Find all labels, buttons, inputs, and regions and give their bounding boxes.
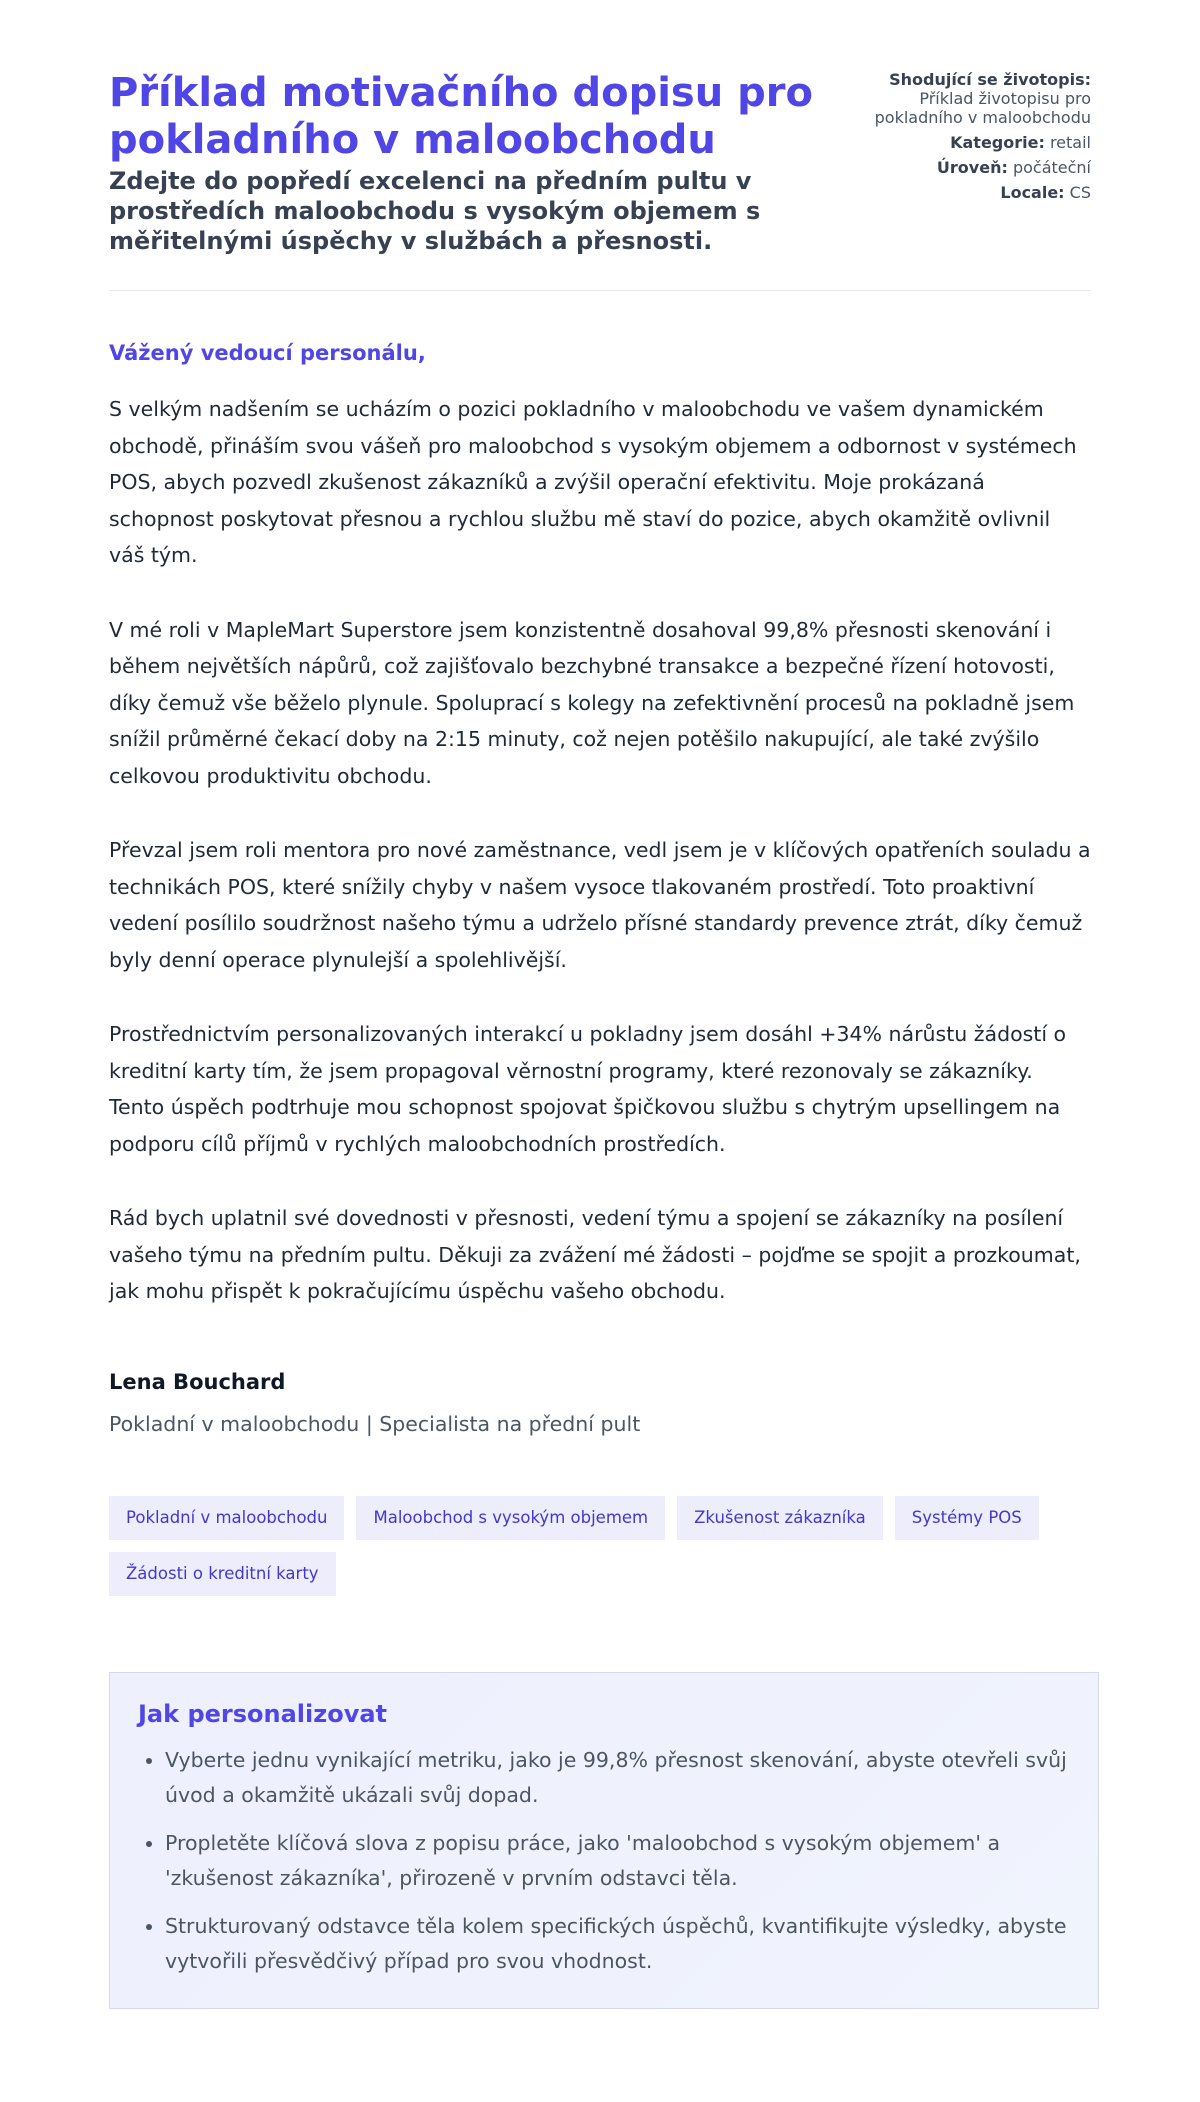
tip-item: • Vyberte jednu vynikající metriku, jako je 99,8% přesnost skenování, abyste otevřeli svůj úvod a okamžitě ukázali svůj dopad. [165,1743,1070,1814]
meta-level-value: počáteční [1012,158,1091,177]
meta-resume-label: Shodující se životopis: [889,70,1091,89]
meta-category-label: Kategorie: [950,133,1045,152]
letter-paragraph: Převzal jsem roli mentora pro nové zaměstnance, vedl jsem je v klíčových opatřeních souladu a technikách POS, které snížily chyby v našem vysoce tlakovaném prostředí. Toto proaktivní vedení posílilo soudržnost našeho týmu a udrželo přísné standardy prevence ztrát, díky čemuž byly denní operace plynulejší a spolehlivější. [109,838,1091,972]
meta-category [861,133,1091,152]
letter-body [109,391,1091,1310]
tips-title: Jak personalizovat [138,1699,388,1728]
tip-item: • Propletěte klíčová slova z popisu práce, jako 'maloobchod s vysokým objemem' a 'zkušenost zákazníka', přirozeně v prvním odstavci těla. [165,1826,1070,1897]
meta-locale [861,183,1091,202]
page-subtitle: Zdejte do popředí excelenci na předním pultu v prostředích maloobchodu s vysokým objemem s měřitelnými úspěchy v službách a přesnosti. [109,167,761,255]
page-title: Příklad motivačního dopisu pro pokladního v maloobchodu [109,70,813,163]
header-title-block [109,70,829,256]
tag-chip[interactable]: Zkušenost zákazníka [677,1496,883,1540]
tag-chip[interactable]: Žádosti o kreditní karty [109,1552,336,1596]
letter-paragraph: Rád bych uplatnil své dovednosti v přesnosti, vedení týmu a spojení se zákazníky na posílení vašeho týmu na předním pultu. Děkuji za zvážení mé žádosti – pojďme se spojit a prozkoumat, jak mohu přispět k pokračujícímu úspěchu vašeho obchodu. [109,1206,1081,1303]
meta-category-value: retail [1049,133,1091,152]
tips-list [138,1743,1070,1980]
letter-paragraph: S velkým nadšením se ucházím o pozici pokladního v maloobchodu ve vašem dynamickém obchodě, přináším svou vášeň pro maloobchod s vysokým objemem a odbornost v systémech POS, abych pozvedl zkušenost zákazníků a zvýšil operační efektivitu. Moje prokázaná schopnost poskytovat přesnou a rychlou službu mě staví do pozice, abych okamžitě ovlivnil váš tým. [109,397,1077,567]
keyword-tags [109,1496,1099,1608]
tip-item: • Strukturovaný odstavce těla kolem specifických úspěchů, kvantifikujte výsledky, abyste vytvořili přesvědčivý případ pro svou vhodnost. [165,1909,1070,1980]
tag-chip[interactable]: Maloobchod s vysokým objemem [356,1496,665,1540]
letter-paragraph: Prostřednictvím personalizovaných interakcí u pokladny jsem dosáhl +34% nárůstu žádostí o kreditní karty tím, že jsem propagoval věrnostní programy, které rezonovaly se zákazníky. Tento úspěch podtrhuje mou schopnost spojovat špičkovou službu s chytrým upsellingem na podporu cílů příjmů v rychlých maloobchodních prostředích. [109,1022,1067,1156]
meta-resume-link[interactable]: Příklad životopisu pro pokladního v maloobchodu [874,89,1091,127]
meta-locale-label: Locale: [1000,183,1065,202]
tag-chip[interactable]: Pokladní v maloobchodu [109,1496,344,1540]
letter-paragraph: V mé roli v MapleMart Superstore jsem konzistentně dosahoval 99,8% přesnosti skenování i během největších nápůrů, což zajišťovalo bezchybné transakce a bezpečné řízení hotovosti, díky čemuž vše běželo plynule. Spoluprací s kolegy na zefektivnění procesů na pokladně jsem snížil průměrné čekací doby na 2:15 minuty, což nejen potěšilo nakupující, ale také zvýšilo celkovou produktivitu obchodu. [109,617,1075,788]
signature-title: Pokladní v maloobchodu | Specialista na přední pult [109,1411,641,1436]
meta-locale-value: CS [1069,183,1091,202]
tag-chip[interactable]: Systémy POS [895,1496,1039,1540]
personalize-tips-box [109,1672,1099,2009]
signature-name: Lena Bouchard [109,1369,286,1394]
page-header [109,70,1091,291]
letter-greeting: Vážený vedoucí personálu, [109,341,426,365]
meta-level [861,158,1091,177]
meta-level-label: Úroveň: [936,158,1008,177]
signature-block [109,1368,1091,1438]
meta-panel [861,70,1091,208]
meta-resume [861,70,1091,127]
